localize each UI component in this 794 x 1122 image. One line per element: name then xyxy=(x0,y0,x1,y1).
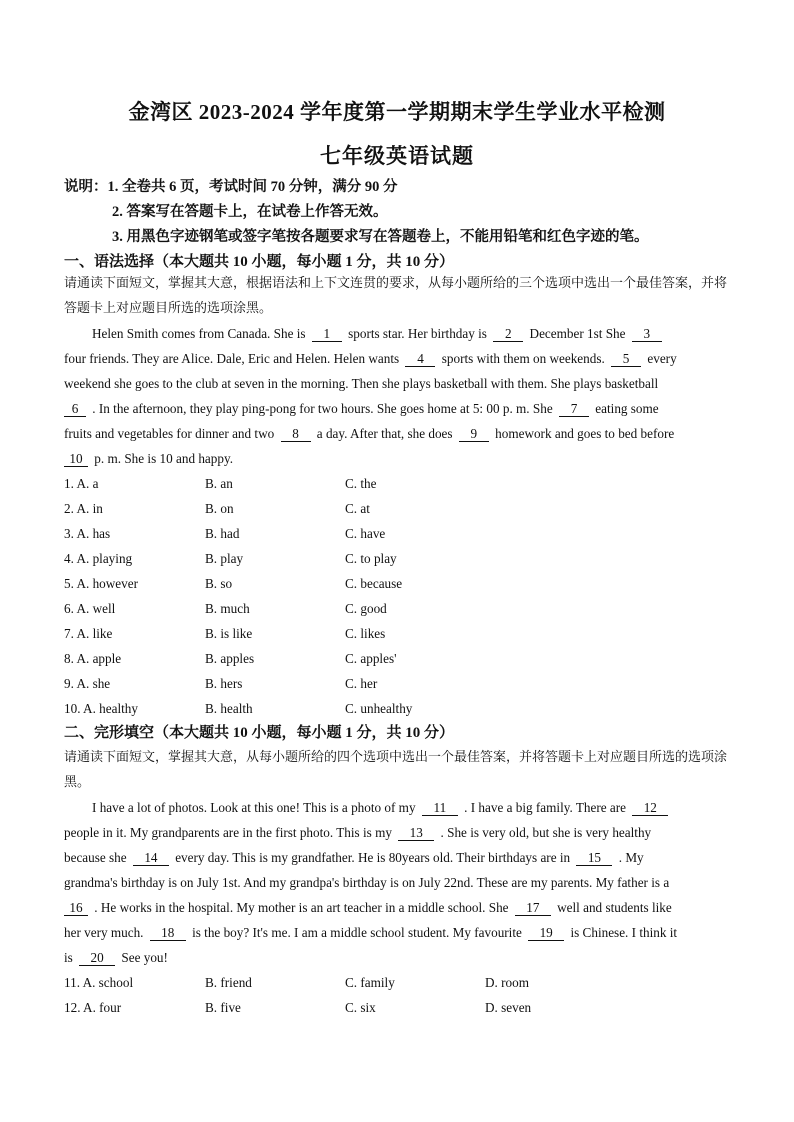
option-choice: B. five xyxy=(205,1000,241,1015)
blank-18: 18 xyxy=(150,925,186,941)
passage-2-line: grandma's birthday is on July 1st. And my grandpa's birthday is on July 22nd. These are my parents. My father is a xyxy=(64,875,670,890)
option-choice: C. have xyxy=(345,526,386,541)
option-choice: 8. A. apple xyxy=(64,651,122,666)
option-choice: B. play xyxy=(205,551,244,566)
passage-1-line: fruits and vegetables for dinner and two 8 a day. After that, she does 9 homework and goes to bed before xyxy=(64,426,675,441)
passage-1-line: 10 p. m. She is 10 and happy. xyxy=(64,446,233,471)
blank-12: 12 xyxy=(632,800,668,816)
blank-3: 3 xyxy=(632,326,662,342)
section-1-heading: 一、语法选择（本大题共 10 小题，每小题 1 分，共 10 分） xyxy=(64,254,455,270)
note-2: 2. 答案写在答题卡上，在试卷上作答无效。 xyxy=(112,204,388,220)
option-choice: B. friend xyxy=(205,975,252,990)
exam-subtitle: 七年级英语试题 xyxy=(320,144,474,168)
blank-17: 17 xyxy=(515,900,551,916)
blank-4: 4 xyxy=(405,351,435,367)
passage-2-line: 16 . He works in the hospital. My mother is an art teacher in a middle school. She 17 well and students like xyxy=(64,895,672,920)
option-choice: 4. A. playing xyxy=(64,551,133,566)
blank-19: 19 xyxy=(528,925,564,941)
passage-2-line: people in it. My grandparents are in the first photo. This is my 13 . She is very old, but she is very healthy xyxy=(64,825,652,840)
option-choice: B. had xyxy=(205,526,240,541)
option-choice: 9. A. she xyxy=(64,676,111,691)
option-choice: 7. A. like xyxy=(64,626,113,641)
blank-8: 8 xyxy=(281,426,311,442)
blank-14: 14 xyxy=(133,850,169,866)
note-1: 说明：1. 全卷共 6 页，考试时间 70 分钟，满分 90 分 xyxy=(64,179,398,195)
passage-2-line: I have a lot of photos. Look at this one! This is a photo of my 11 . I have a big family. There are 12 xyxy=(92,795,671,820)
option-choice: C. to play xyxy=(345,551,397,566)
option-choice: B. hers xyxy=(205,676,243,691)
option-choice: B. is like xyxy=(205,626,253,641)
blank-16: 16 xyxy=(64,900,88,916)
option-choice: C. at xyxy=(345,501,370,516)
option-choice: B. an xyxy=(205,476,233,491)
section-2-heading: 二、完形填空（本大题共 10 小题，每小题 1 分，共 10 分） xyxy=(64,725,455,741)
option-choice: C. unhealthy xyxy=(345,701,413,716)
option-choice: B. on xyxy=(205,501,234,516)
section-2-instructions: 请通读下面短文，掌握其大意，从每小题所给的四个选项中选出一个最佳答案，并将答题卡上对应题目所选的选项涂黑。 xyxy=(64,749,728,789)
option-choice: C. the xyxy=(345,476,377,491)
blank-6: 6 xyxy=(64,401,86,417)
option-choice: D. seven xyxy=(485,1000,532,1015)
option-choice: C. family xyxy=(345,975,395,990)
blank-10: 10 xyxy=(64,451,88,467)
option-choice: B. so xyxy=(205,576,233,591)
option-choice: D. room xyxy=(485,975,529,990)
blank-9: 9 xyxy=(459,426,489,442)
blank-5: 5 xyxy=(611,351,641,367)
exam-title: 金湾区 2023-2024 学年度第一学期期末学生学业水平检测 xyxy=(128,100,666,124)
passage-2-line: her very much. 18 is the boy? It's me. I am a middle school student. My favourite 19 is Chinese. I think it xyxy=(64,925,678,940)
blank-7: 7 xyxy=(559,401,589,417)
blank-1: 1 xyxy=(312,326,342,342)
option-choice: 2. A. in xyxy=(64,501,103,516)
passage-2-line: is 20 See you! xyxy=(64,950,168,965)
passage-1-line: 6 . In the afternoon, they play ping-pong for two hours. She goes home at 5: 00 p. m. She 7 eating some xyxy=(64,396,659,421)
option-choice: 12. A. four xyxy=(64,1000,122,1015)
passage-1-line: four friends. They are Alice. Dale, Eric and Helen. Helen wants 4 sports with them on weekends. 5 every xyxy=(64,351,677,366)
option-choice: B. apples xyxy=(205,651,255,666)
option-choice: 6. A. well xyxy=(64,601,116,616)
passage-1-line: Helen Smith comes from Canada. She is 1 sports star. Her birthday is 2 December 1st She 3 xyxy=(92,321,665,346)
option-choice: 5. A. however xyxy=(64,576,138,591)
blank-20: 20 xyxy=(79,950,115,966)
option-choice: C. her xyxy=(345,676,378,691)
passage-1-line: weekend she goes to the club at seven in the morning. Then she plays basketball with them. She plays basketball xyxy=(64,376,659,391)
option-choice: B. health xyxy=(205,701,253,716)
blank-15: 15 xyxy=(576,850,612,866)
option-choice: 10. A. healthy xyxy=(64,701,138,716)
option-choice: C. six xyxy=(345,1000,376,1015)
option-choice: C. good xyxy=(345,601,387,616)
section-1-instructions: 请通读下面短文，掌握其大意，根据语法和上下文连贯的要求，从每小题所给的三个选项中选出一个最佳答案，并将答题卡上对应题目所选的选项涂黑。 xyxy=(64,275,728,315)
option-choice: C. apples' xyxy=(345,651,397,666)
option-choice: 11. A. school xyxy=(64,975,134,990)
blank-11: 11 xyxy=(422,800,458,816)
option-choice: C. likes xyxy=(345,626,386,641)
option-choice: 1. A. a xyxy=(64,476,99,491)
blank-2: 2 xyxy=(493,326,523,342)
option-choice: C. because xyxy=(345,576,403,591)
passage-2-line: because she 14 every day. This is my grandfather. He is 80years old. Their birthdays are in 15 . My xyxy=(64,850,644,865)
option-choice: B. much xyxy=(205,601,250,616)
blank-13: 13 xyxy=(398,825,434,841)
note-3: 3. 用黑色字迹钢笔或签字笔按各题要求写在答题卷上，不能用铅笔和红色字迹的笔。 xyxy=(112,229,649,245)
option-choice: 3. A. has xyxy=(64,526,111,541)
